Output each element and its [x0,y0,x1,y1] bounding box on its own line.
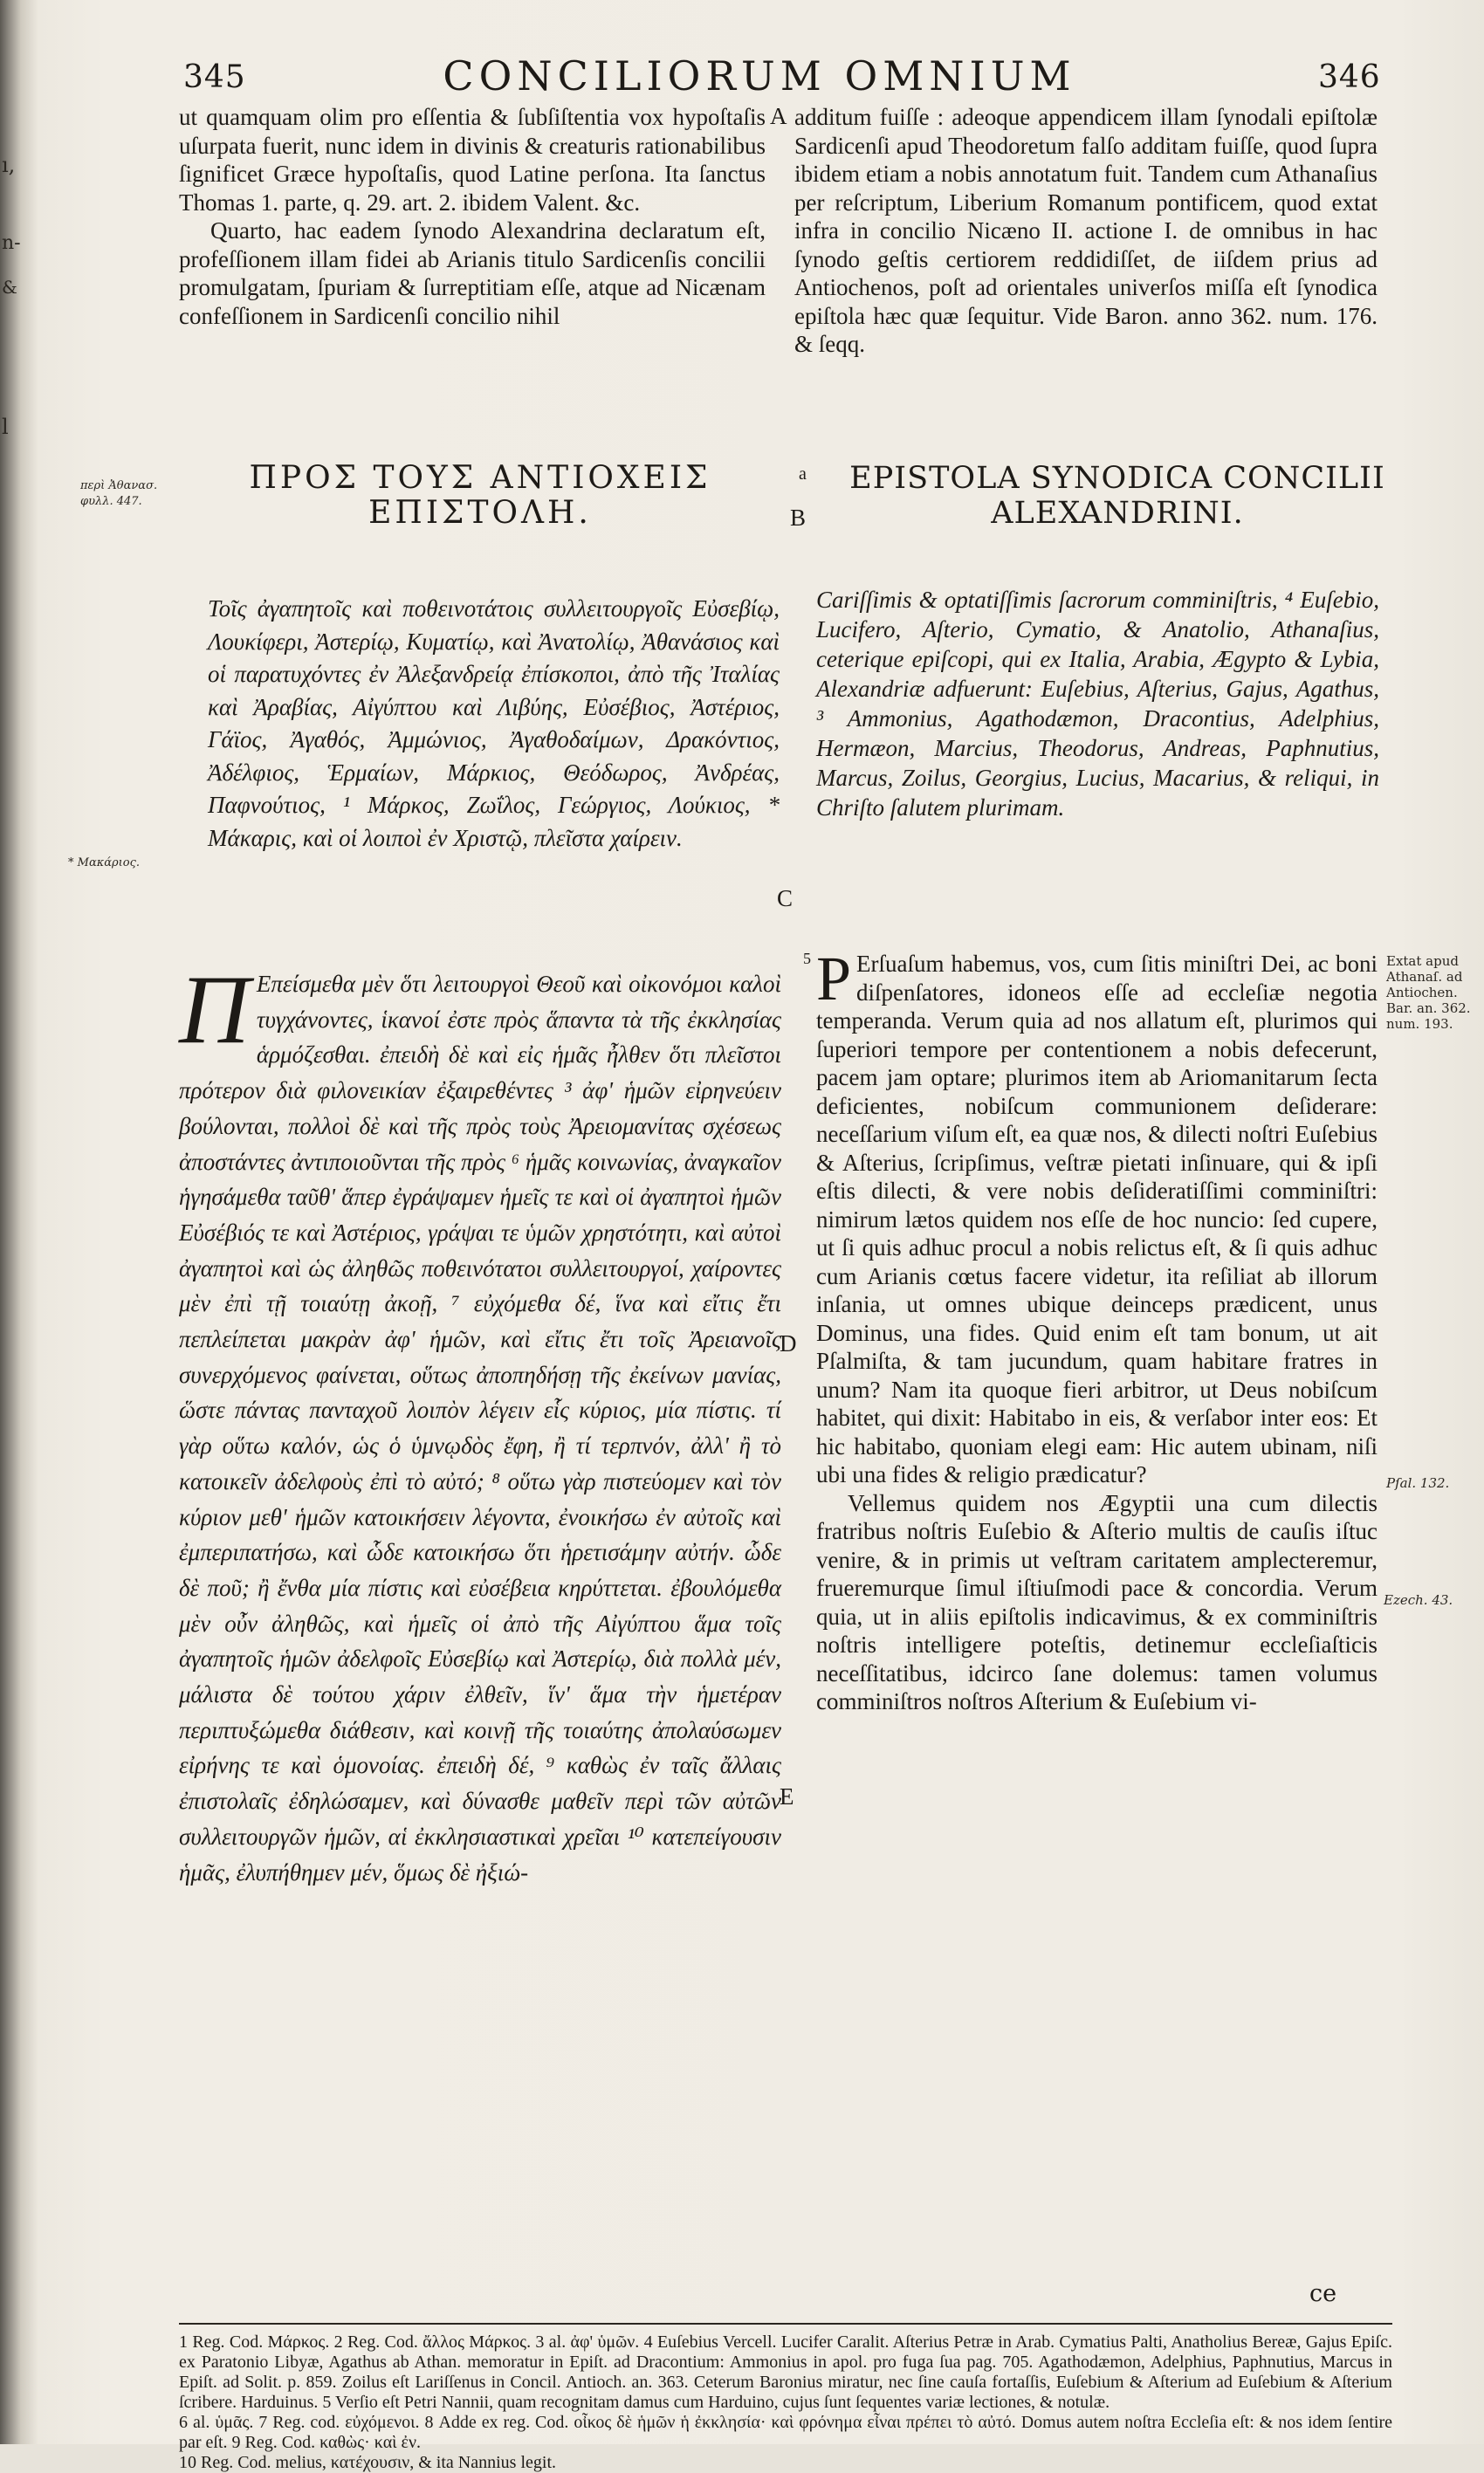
latin-body-text: Erſuaſum habemus, vos, cum ſitis miniſtri Dei, ac boni diſpenſatores, idoneos eſſe ad eccleſiæ negotia temperanda. Verum quia ad nos allatum eſt, plurimos qui ſuperiori tempore per contentionem a nobis defecerunt, pacem jam optare; plurimos item ab Ariomanitarum ſecta deficientes, nobiſcum communionem deſiderare: neceſſarium viſum eſt, ea quæ nos, & dilecti noſtri Euſebius & Aſterius, ſcripſimus, veſtræ pietati inſinuare, qui & ipſi eſtis dilecti, & vere nobis deſideratiſſimi comminiſtri: nimirum lætos quidem nos eſſe de hoc nuncio: ſed cupere, ut ſi quis adhuc procul a nobis relictus eſt, & ſi quis adhuc cum Arianis cœtus facere videtur, ita reſiliat ab illorum inſania, ut omnes ubique deinceps prædicent, unus Dominus, una fides. Quid enim eſt tam bonum, ut ait Pſalmiſta, & tam jucundum, quam habitare fratres in unum? Nam ita quoque fieri arbitror, ut Deus nobiſcum habitet, qui dixit: Habitabo in eis, & verſabor inter eos: Et hic habitabo, quoniam elegi eam: Hic autem ubinam, niſi ubi una fides & religio prædicatur? [816,951,1378,1487]
margin-note-extat: Extat apud Athanaſ. ad Antiochen. Bar. an. 362. num. 193. [1386,953,1471,1032]
greek-body-text: Επείσμεθα μὲν ὅτι λειτουργοὶ Θεοῦ καὶ οἰκονόμοι καλοὶ τυγχάνοντες, ἱκανοί ἐστε πρὸς ἅπαντα τὰ τῆς ἐκκλησίας ἁρμόζεσθαι. ἐπειδὴ δὲ καὶ εἰς ἡμᾶς ἦλθεν ὅτι πλεῖστοι πρότερον διὰ φιλονεικίαν ἐξαιρεθέντες ³ ἀφ' ἡμῶν εἰρηνεύειν βούλονται, πολλοὶ δὲ καὶ τῆς πρὸς τοὺς Ἀρειομανίτας σχέσεως ἀποστάντες ἀντιποιοῦνται τῆς πρὸς ⁶ ἡμᾶς κοινωνίας, ἀναγκαῖον ἡγησάμεθα ταῦθ' ἅπερ ἐγράψαμεν ἡμεῖς τε καὶ οἱ ἀγαπητοὶ ἡμῶν Εὐσέβιός τε καὶ Ἀστέριος, γράψαι τε ὑμῶν χρηστότητι, καὶ αὐτοὶ ἀγαπητοὶ καὶ ὡς ἀληθῶς ποθεινότατοι συλλειτουργοί, χαίροντες μὲν ἐπὶ τῇ τοιαύτῃ ἀκοῇ, ⁷ εὐχόμεθα δέ, ἵνα καὶ εἴτις ἔτι πεπλείπεται μακρὰν ἀφ' ἡμῶν, καὶ εἴτις ἔτι τοῖς Ἀρειανοῖς συνερχόμενος φαίνεται, οὕτως ἀποπηδήσῃ τῆς ἐκείνων μανίας, ὥστε πάντας πανταχοῦ λοιπὸν λέγειν εἷς κύριος, μία πίστις. τί γὰρ οὕτω καλόν, ὡς ὁ ὑμνῳδὸς ἔφη, ἢ τί τερπνόν, ἀλλ' ἢ τὸ κατοικεῖν ἀδελφοὺς ἐπὶ τὸ αὐτό; ⁸ οὕτω γὰρ πιστεύομεν καὶ τὸν κύριον μεθ' ἡμῶν κατοικήσειν λέγοντα, ἐνοικήσω ἐν αὐτοῖς καὶ ἐμπεριπατήσω, καὶ ὧδε κατοικήσω ὅτι ἡρετισάμην αὐτήν. ὧδε δὲ ποῦ; ἢ ἔνθα μία πίστις καὶ εὐσέβεια κηρύττεται. ἐβουλόμεθα μὲν οὖν ἀληθῶς, καὶ ἡμεῖς οἱ ἀπὸ τῆς Αἰγύπτου ἅμα τοῖς ἀγαπητοῖς ἡμῶν ἀδελφοῖς Εὐσεβίῳ καὶ Ἀστερίῳ, διὰ πολλὰ μέν, μάλιστα δὲ τούτου χάριν ἐλθεῖν, ἵν' ἅμα τὴν ἡμετέραν περιπτυξώμεθα διάθεσιν, καὶ κοινῇ τῆς τοιαύτης ἀπολαύσωμεν εἰρήνης τε καὶ ὁμονοίας. ἐπειδὴ δέ, ⁹ καθὼς ἐν ταῖς ἄλλαις ἐπιστολαῖς ἐδηλώσαμεν, καὶ δύνασθε μαθεῖν περὶ τῶν αὐτῶν συλλειτουργῶν ἡμῶν, αἱ ἐκκλησιαστικαὶ χρεῖαι ¹⁰ κατεπείγουσιν ἡμᾶς, ἐλυπήθημεν μέν, ὅμως δὲ ἠξιώ- [179,971,781,1886]
section-letter-e: E [780,1783,794,1810]
note-marker-a: a [799,464,807,484]
latin-title-line: ALEXANDRINI. [991,496,1244,531]
paragraph [816,944,1378,1489]
greek-body-column [179,943,781,1913]
paragraph: Quarto, hac eadem ſynodo Alexandrina declaratum eſt, profeſſionem illam fidei ab Arianis titulo Sardicenſis concilii promulgatam, ſpuriam & ſurreptitiam eſſe, atque ad Nicænam confeſſionem in Sardicenſi concilio nihil [179,217,766,329]
footnote-line: 10 Reg. Cod. melius, κατέχουσιν, & ita Nannius legit. [179,2453,557,2472]
latin-body-column [816,944,1378,1716]
greek-epistle-title [179,461,781,531]
salutation-side-note: * Μακάριος. [68,856,141,869]
paragraph: Cariſſimis & optatiſſimis ſacrorum comminiſtris, ⁴ Euſebio, Lucifero, Aſterio, Cymatio, & Anatolio, Athanaſius, ceterique epiſcopi, qui ex Italia, Arabia, Ægypto & Lybia, Alexandriæ adfuerunt: Euſebius, Aſterius, Gajus, Agathus, ³ Ammonius, Agathodæmon, Dracontius, Adelphius, Hermæon, Marcius, Theodorus, Andreas, Paphnutius, Marcus, Zoilus, Georgius, Lucius, Macarius, & reliqui, in Chriſto ſalutem plurimam. [816,587,1379,821]
greek-drop-cap: Π [179,956,250,1064]
gutter-mark: n- [2,232,21,254]
paragraph: ut quamquam olim pro eſſentia & ſubſiſtentia vox hypoſtaſis uſurpata fuerit, nunc idem in divinis & creaturis rationabilibus ſignificet Græce hypoſtaſis, quod Latine perſona. Ita ſanctus Thomas 1. parte, q. 29. art. 2. ibidem Valent. &c. [179,104,766,216]
gutter-mark: & [2,277,17,298]
paragraph [179,956,781,1890]
section-letter-c: C [777,885,794,911]
margin-note-ezech: Ezech. 43. [1384,1592,1453,1608]
right-page-number: 346 [1318,59,1381,95]
greek-title-line: ΠΡΟΣ ΤΟΥΣ ΑΝΤΙΟΧΕΙΣ [249,460,711,496]
greek-title-line: ΕΠΙΣΤΟΛΗ. [368,495,592,531]
top-left-column [179,103,766,330]
section-letter-d: D [780,1330,797,1357]
footnote-line: 1 Reg. Cod. Μάρκος. 2 Reg. Cod. ἄλλος Μάρκος. 3 al. ἀφ' ὑμῶν. 4 Euſebius Vercell. Lucifer Caralit. Aſterius Petræ in Arab. Cymatius Palti, Anatholius Bereæ, Gajus Epiſc. ex Paratonio Libyæ, Agathus ab Athan. memoratur in Epiſt. ad Dracontium: Ammonius in apol. pro fuga ſua pag. 705. Agathodæmon, Adelphius, Paphnutius, Marcus in Epiſt. ad Solit. p. 859. Zoilus eſt Lariſſenus in Concil. Antioch. an. 363. Ceterum Baronius miratur, nec ſine cauſa fortaſſis, Euſebium & Aſterium ad Euſebium & Aſterium ſcribere. Harduinus. 5 Verſio eſt Petri Nannii, quam recognitam damus cum Harduino, cujus ſunt ſequentes variæ lectiones, & notulæ. [179,2332,1392,2412]
latin-salutation [816,585,1379,822]
gutter-mark: l [2,415,9,439]
greek-salutation [208,569,780,878]
footnotes [179,2332,1392,2473]
latin-title-line: EPISTOLA SYNODICA CONCILII [849,461,1385,496]
section-letter-a: A [770,103,787,129]
greek-side-note: περὶ Ἀθανασ. φυλλ. 447. [80,479,158,508]
note-marker-5: 5 [803,950,811,967]
gutter-mark: ı, [2,153,16,177]
margin-note-psal: Pſal. 132. [1386,1475,1450,1491]
section-letter-b: B [790,505,807,531]
left-page-number: 345 [183,59,246,95]
running-title: CONCILIORUM OMNIUM [443,52,1076,100]
footnote-line: 6 al. ὑμᾶς. 7 Reg. cod. εὐχόμενοι. 8 Adde ex reg. Cod. οἶκος δὲ ἡμῶν ἡ ἐκκλησία· καὶ φρόνημα εἶναι πρέπει τὸ αὐτό. Domus autem noſtra Eccleſia eſt: & nos idem ſentire par eſt. 9 Reg. Cod. καθὼς· καὶ ἐν. [179,2413,1392,2452]
paragraph: Vellemus quidem nos Ægyptii una cum dilectis fratribus noſtris Euſebio & Aſterio multis de cauſis iſtuc venire, & in primis ut veſtram caritatem amplecteremur, frueremurque ſimul iſtiuſmodi pace & concordia. Verum quia, ut in aliis epiſtolis indicavimus, & ex comminiſtris noſtris intelligere poteſtis, detinemur eccleſiaſticis neceſſitatibus, idcirco ſane dolemus: tamen volumus comminiſtros noſtros Aſterium & Euſebium vi- [816,1489,1378,1714]
top-right-column [794,103,1378,359]
footnote-rule [179,2323,1392,2325]
paragraph: Τοῖς ἀγαπητοῖς καὶ ποθεινοτάτοις συλλειτουργοῖς Εὐσεβίῳ, Λουκίφερι, Ἀστερίῳ, Κυματίῳ, καὶ Ἀνατολίῳ, Ἀθανάσιος καὶ οἱ παρατυχόντες ἐν Ἀλεξανδρείᾳ ἐπίσκοποι, ἀπὸ τῆς Ἰταλίας καὶ Ἀραβίας, Αἰγύπτου καὶ Λιβύης, Εὐσέβιος, Ἀστέριος, Γάϊος, Ἀγαθός, Ἀμμώνιος, Ἀγαθοδαίμων, Δρακόντιος, Ἀδέλφιος, Ἑρμαίων, Μάρκιος, Θεόδωρος, Ἀνδρέας, Παφνούτιος, ¹ Μάρκος, Ζωΐλος, Γεώργιος, Λούκιος, * Μάκαρις, καὶ οἱ λοιποὶ ἐν Χριστῷ, πλεῖστα χαίρειν. [208,595,780,851]
catchword: ce [1309,2280,1337,2307]
paragraph: additum fuiſſe : adeoque appendicem illam ſynodali epiſtolæ Sardicenſi apud Theodoretum falſo additam fuiſſe, quod ſupra ibidem etiam a nobis annotatum fuit. Tandem cum Athanaſius per reſcriptum, Liberium Romanum pontificem, quod extat infra in concilio Nicæno II. actione I. de omnibus in hac ſynodo geſtis certiorem reddidiſſet, de iiſdem prius ad Antiochenos, poſt ad orientales univerſos miſſa eſt ſynodica epiſtola hæc quæ ſequitur. Vide Baron. anno 362. num. 176. & ſeqq. [794,104,1378,357]
latin-drop-cap: P [816,944,852,1013]
latin-epistle-title [838,461,1397,531]
